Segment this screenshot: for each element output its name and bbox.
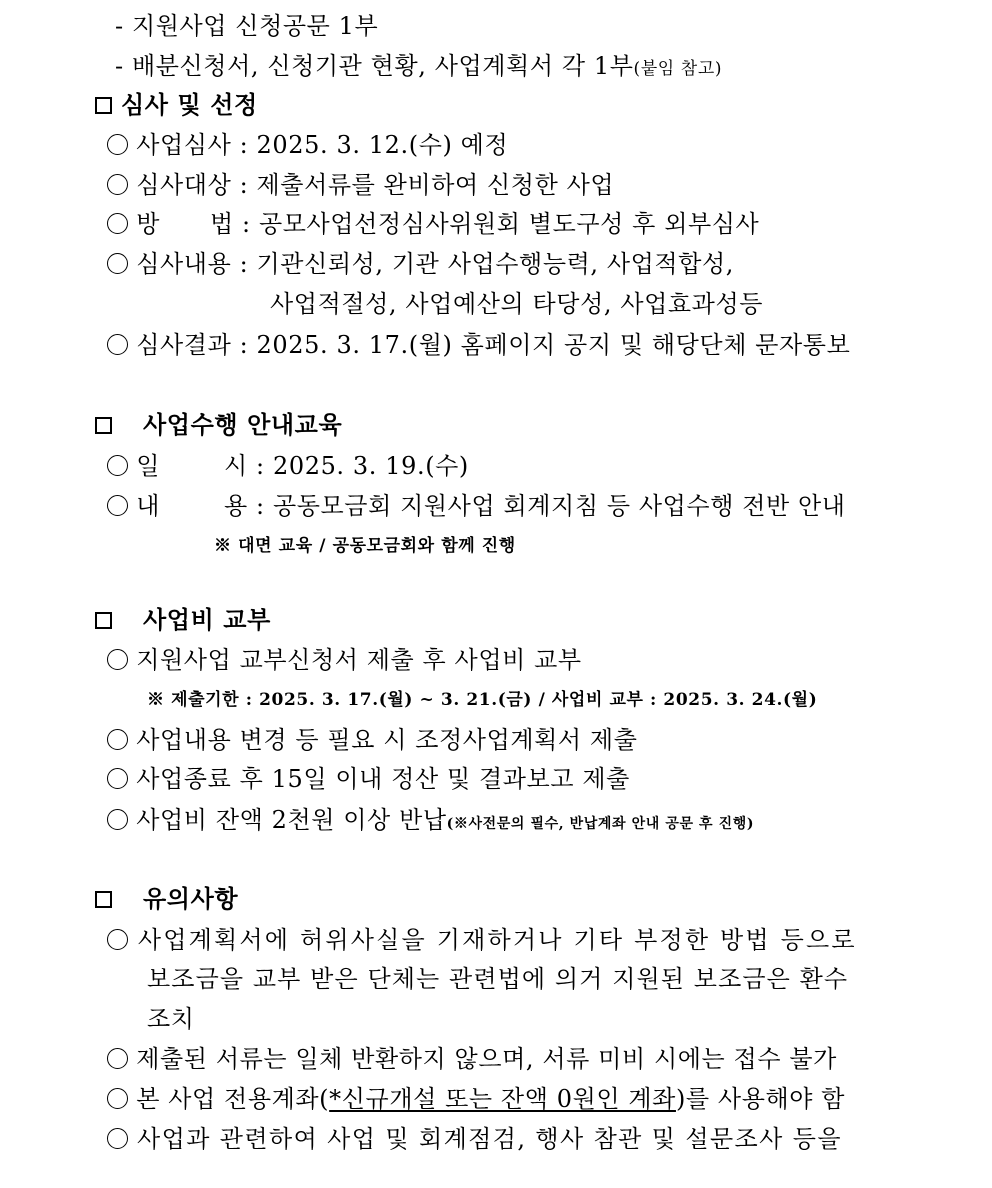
attachment-line-1: - 지원사업 신청공문 1부 [115,12,379,40]
section-title-review: 심사 및 선정 [95,90,258,120]
list-item: 심사대상 : 제출서류를 완비하여 신청한 사업 [107,170,614,200]
list-item: 내 용 : 공동모금회 지원사업 회계지침 등 사업수행 전반 안내 [107,491,846,521]
section-title-education: 사업수행 안내교육 [95,410,342,440]
note: ※ 대면 교육 / 공동모금회와 함께 진행 [214,536,516,556]
circle-bullet-icon [107,768,128,789]
list-item: 일 시 : 2025. 3. 19.(수) [107,451,469,481]
circle-bullet-icon [107,1088,128,1109]
list-item-continuation: 보조금을 교부 받은 단체는 관련법에 의거 지원된 보조금은 환수 [147,965,849,993]
circle-bullet-icon [107,134,128,155]
square-bullet-icon [95,612,112,629]
list-item: 사업과 관련하여 사업 및 회계점검, 행사 참관 및 설문조사 등을 [107,1124,842,1154]
list-item: 사업종료 후 15일 이내 정산 및 결과보고 제출 [107,764,630,794]
list-item: 심사결과 : 2025. 3. 17.(월) 홈페이지 공지 및 해당단체 문자통보 [107,330,850,360]
list-item: 지원사업 교부신청서 제출 후 사업비 교부 [107,645,582,675]
square-bullet-icon [95,891,112,908]
circle-bullet-icon [107,253,128,274]
circle-bullet-icon [107,213,128,234]
section-title-notes: 유의사항 [95,884,238,914]
circle-bullet-icon [107,334,128,355]
list-item: 사업계획서에 허위사실을 기재하거나 기타 부정한 방법 등으로 [107,925,857,955]
list-item-continuation: 조치 [147,1005,195,1033]
note: ※ 제출기한 : 2025. 3. 17.(월) ~ 3. 21.(금) / 사업비 교부 : 2025. 3. 24.(월) [147,690,818,710]
circle-bullet-icon [107,929,128,950]
circle-bullet-icon [107,495,128,516]
circle-bullet-icon [107,1048,128,1069]
circle-bullet-icon [107,455,128,476]
list-item: 제출된 서류는 일체 반환하지 않으며, 서류 미비 시에는 접수 불가 [107,1044,837,1074]
section-title-funding: 사업비 교부 [95,605,271,635]
list-item: 사업비 잔액 2천원 이상 반납(※사전문의 필수, 반납계좌 안내 공문 후 진행) [107,805,754,839]
circle-bullet-icon [107,809,128,830]
circle-bullet-icon [107,1128,128,1149]
list-item-continuation: 사업적절성, 사업예산의 타당성, 사업효과성등 [270,290,764,318]
square-bullet-icon [95,417,112,434]
list-item: 사업심사 : 2025. 3. 12.(수) 예정 [107,130,508,160]
circle-bullet-icon [107,649,128,670]
attachment-line-2: - 배분신청서, 신청기관 현황, 사업계획서 각 1부(붙임 참고) [115,52,723,80]
list-item: 본 사업 전용계좌(*신규개설 또는 잔액 0원인 계좌)를 사용해야 함 [107,1084,845,1114]
circle-bullet-icon [107,729,128,750]
list-item: 심사내용 : 기관신뢰성, 기관 사업수행능력, 사업적합성, [107,249,734,279]
square-bullet-icon [95,97,112,114]
circle-bullet-icon [107,174,128,195]
list-item: 방 법 : 공모사업선정심사위원회 별도구성 후 외부심사 [107,209,759,239]
list-item: 사업내용 변경 등 필요 시 조정사업계획서 제출 [107,725,638,755]
